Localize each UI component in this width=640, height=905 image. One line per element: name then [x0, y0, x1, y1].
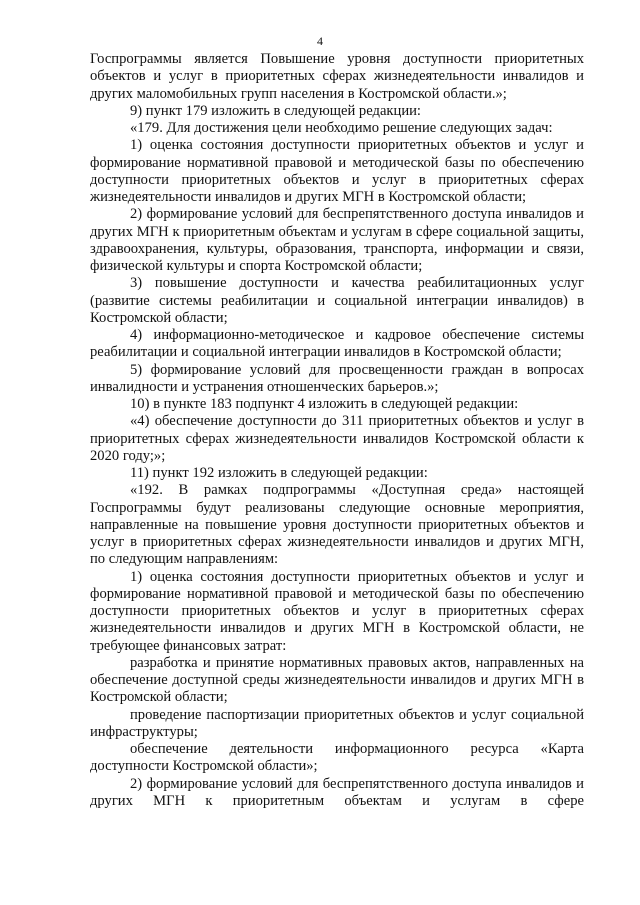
paragraph: разработка и принятие нормативных правовых актов, направленных на обеспечение доступной среды жизнедеятельности инвалидов и других МГН в Костромской области;	[90, 654, 584, 706]
page-number: 4	[317, 34, 323, 48]
paragraph: 1) оценка состояния доступности приоритетных объектов и услуг и формирование нормативной правовой и методической базы по обеспечению доступности приоритетных объектов и услуг в приоритетных сферах жизнедеятельности инвалидов и других МГН в Костромской области;	[90, 137, 584, 205]
paragraph: Госпрограммы является Повышение уровня доступности приоритетных объектов и услуг в приоритетных сферах жизнедеятельности инвалидов и других маломобильных групп населения в Костромской области.»;	[90, 51, 584, 102]
paragraph: 1) оценка состояния доступности приоритетных объектов и услуг и формирование нормативной правовой и методической базы по обеспечению доступности приоритетных объектов и услуг в приоритетных сферах жизнедеятельности инвалидов и других МГН в Костромской области, не требующее финансовых затрат:	[90, 568, 584, 654]
paragraph: 5) формирование условий для просвещенности граждан в вопросах инвалидности и устранения отношенческих барьеров.»;	[90, 361, 584, 395]
paragraph: 4) информационно-методическое и кадровое обеспечение системы реабилитации и социальной интеграции инвалидов в Костромской области;	[90, 327, 584, 361]
paragraph: 10) в пункте 183 подпункт 4 изложить в следующей редакции:	[130, 396, 519, 412]
paragraph: 2) формирование условий для беспрепятственного доступа инвалидов и других МГН к приоритетным объектам и услугам в сфере	[90, 775, 584, 809]
paragraph: 9) пункт 179 изложить в следующей редакции:	[130, 102, 421, 119]
paragraph: «192. В рамках подпрограммы «Доступная среда» настоящей Госпрограммы будут реализованы следующие основные мероприятия, направленные на повышение уровня доступности приоритетных объектов и услуг в приоритетных сферах жизнедеятельности инвалидов и других МГН, по следующим направлениям:	[90, 482, 584, 568]
paragraph: обеспечение деятельности информационного ресурса «Карта доступности Костромской области»;	[90, 741, 584, 775]
paragraph: «4) обеспечение доступности до 311 приоритетных объектов и услуг в приоритетных сферах жизнедеятельности инвалидов Костромской области к 2020 году;»;	[90, 413, 584, 464]
paragraph: «179. Для достижения цели необходимо решение следующих задач:	[130, 120, 553, 136]
paragraph: 3) повышение доступности и качества реабилитационных услуг (развитие системы реабилитации и социальной интеграции инвалидов) в Костромской области;	[90, 275, 584, 326]
paragraph: 2) формирование условий для беспрепятственного доступа инвалидов и других МГН к приоритетным объектам и услугам в сфере социальной защиты, здравоохранения, культуры, образования, транспорта, информации и связи, физической культуры и спорта Костромской области;	[90, 206, 584, 274]
paragraph: проведение паспортизации приоритетных объектов и услуг социальной инфраструктуры;	[90, 706, 584, 740]
document-body	[90, 51, 584, 810]
paragraph: 11) пункт 192 изложить в следующей редакции:	[130, 465, 428, 481]
